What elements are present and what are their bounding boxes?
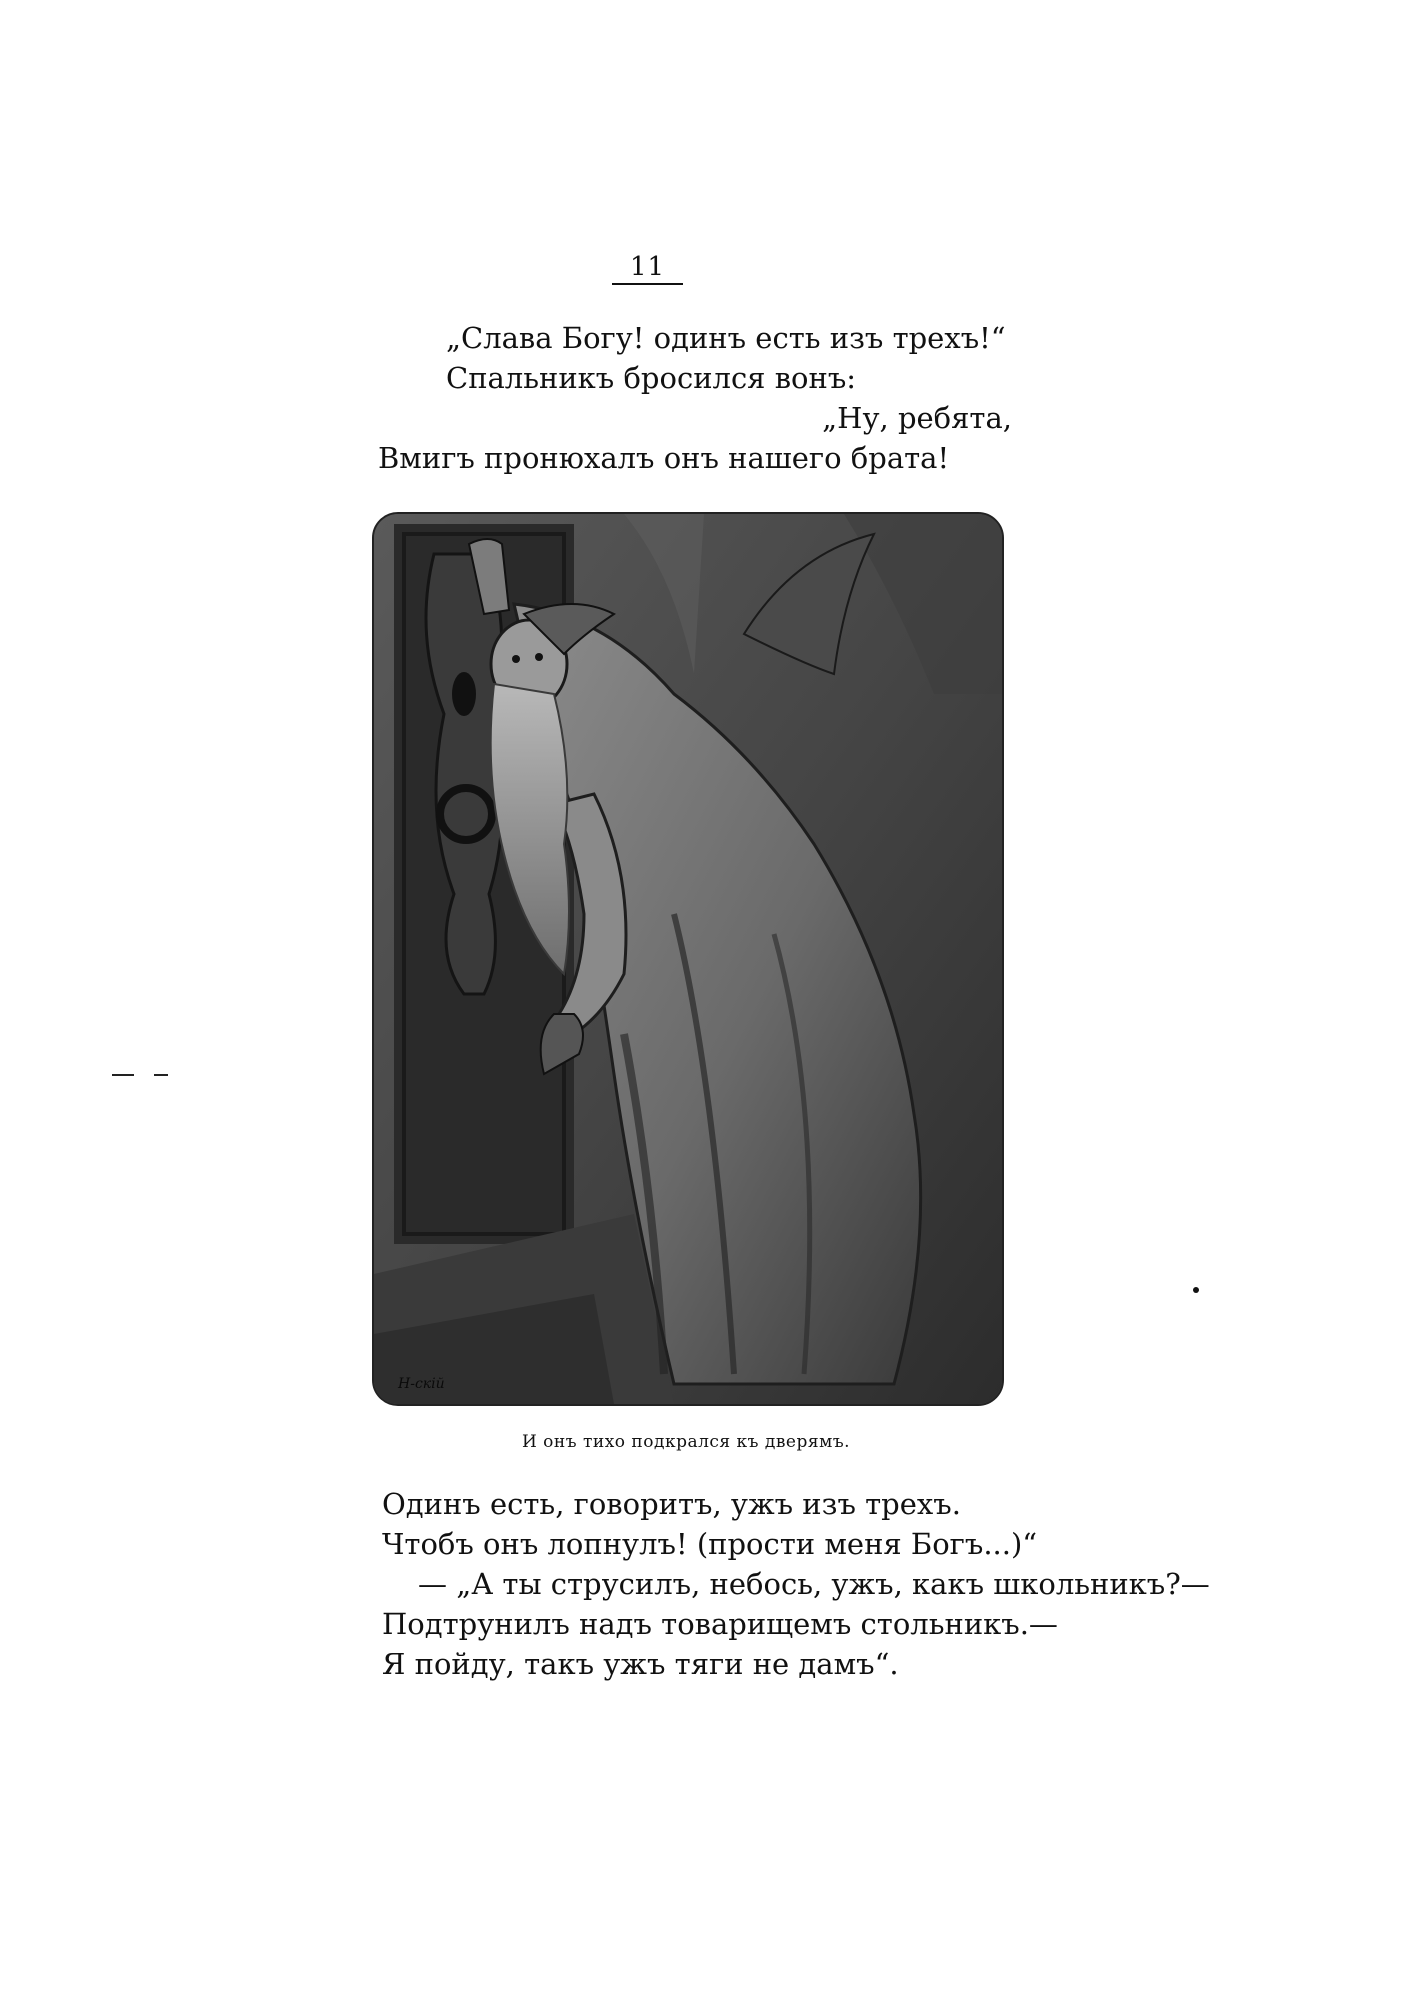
verse-line: Чтобъ онъ лопнулъ! (прости меня Богъ...)“ bbox=[382, 1527, 1038, 1561]
verse-line: Я пойду, такъ ужъ тяги не дамъ“. bbox=[382, 1647, 899, 1681]
verse-line: „Слава Богу! одинъ есть изъ трехъ!“ bbox=[446, 321, 1006, 355]
verse-line: Подтрунилъ надъ товарищемъ стольникъ.— bbox=[382, 1607, 1058, 1641]
verse-bottom bbox=[382, 1484, 1262, 1684]
illustration bbox=[372, 512, 1004, 1406]
stray-mark bbox=[112, 1064, 170, 1067]
verse-line: „Ну, ребята, bbox=[822, 401, 1012, 435]
illustration-signature: Н-скій bbox=[398, 1376, 445, 1392]
verse-line: Одинъ есть, говоритъ, ужъ изъ трехъ. bbox=[382, 1487, 961, 1521]
verse-line: — „А ты струсилъ, небось, ужъ, какъ школьникъ?— bbox=[418, 1567, 1210, 1601]
stray-dot bbox=[1193, 1287, 1199, 1293]
illustration-caption: И онъ тихо подкрался къ дверямъ. bbox=[521, 1432, 851, 1452]
page-number: 11 bbox=[612, 252, 683, 285]
verse-top bbox=[378, 318, 1028, 478]
verse-line: Вмигъ пронюхалъ онъ нашего брата! bbox=[378, 441, 950, 475]
verse-line: Спальникъ бросился вонъ: bbox=[446, 361, 857, 395]
